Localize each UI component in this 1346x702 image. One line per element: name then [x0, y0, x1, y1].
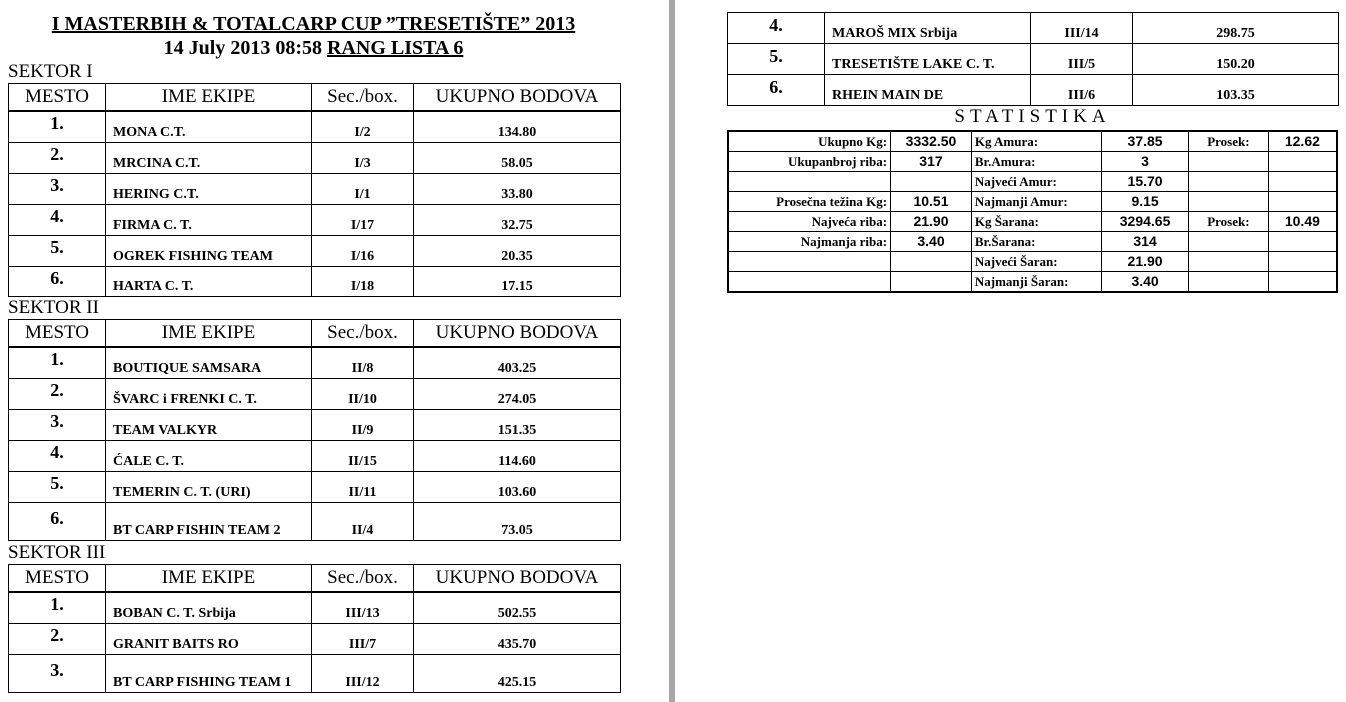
table-row: [9, 409, 621, 440]
table-row: [9, 378, 621, 409]
points-cell: 17.15: [414, 266, 621, 296]
team-name-cell: ŠVARC i FRENKI C. T.: [106, 378, 312, 409]
stat-label: Najveći Amur:: [971, 172, 1101, 192]
table-row: [728, 13, 1339, 44]
stat-row: [728, 172, 1337, 192]
box-cell: I/18: [312, 266, 414, 296]
points-cell: 73.05: [414, 502, 621, 540]
place-cell: 3.: [9, 409, 106, 440]
points-cell: 32.75: [414, 204, 621, 235]
table-row: [728, 75, 1339, 106]
box-cell: II/15: [312, 440, 414, 471]
stat-label: Najveća riba:: [728, 212, 891, 232]
team-name-cell: BOUTIQUE SAMSARA: [106, 347, 312, 378]
box-cell: III/14: [1031, 13, 1133, 44]
box-cell: I/16: [312, 235, 414, 266]
place-cell: 4.: [9, 440, 106, 471]
team-name-cell: TEMERIN C. T. (URI): [106, 471, 312, 502]
points-cell: 33.80: [414, 173, 621, 204]
points-cell: 425.15: [414, 654, 621, 692]
table-header-row: [9, 565, 621, 593]
box-cell: II/4: [312, 502, 414, 540]
column-header: Sec./box.: [312, 565, 414, 593]
stat-row: [728, 212, 1337, 232]
team-name-cell: BOBAN C. T. Srbija: [106, 592, 312, 623]
stat-value: 317: [891, 152, 972, 172]
stat-value: 9.15: [1102, 192, 1189, 212]
stat-label: Najmanji Amur:: [971, 192, 1101, 212]
stat-value: 21.90: [1102, 252, 1189, 272]
sektor-1-table: [8, 83, 621, 297]
column-header: Sec./box.: [312, 320, 414, 348]
stat-value: 3.40: [891, 232, 972, 252]
team-name-cell: BT CARP FISHING TEAM 1: [106, 654, 312, 692]
stat-value: 3: [1102, 152, 1189, 172]
column-header: IME EKIPE: [106, 84, 312, 112]
points-cell: 298.75: [1133, 13, 1339, 44]
place-cell: 2.: [9, 378, 106, 409]
stat-row: [728, 232, 1337, 252]
place-cell: 5.: [9, 235, 106, 266]
box-cell: II/11: [312, 471, 414, 502]
box-cell: III/12: [312, 654, 414, 692]
points-cell: 502.55: [414, 592, 621, 623]
sektor-1-label: SEKTOR I: [8, 61, 93, 82]
team-name-cell: OGREK FISHING TEAM: [106, 235, 312, 266]
team-name-cell: GRANIT BAITS RO: [106, 623, 312, 654]
column-header: UKUPNO BODOVA: [414, 565, 621, 593]
team-name-cell: HARTA C. T.: [106, 266, 312, 296]
stat-value: 3294.65: [1102, 212, 1189, 232]
stat-label: Najmanja riba:: [728, 232, 891, 252]
column-header: UKUPNO BODOVA: [414, 320, 621, 348]
table-row: [9, 623, 621, 654]
stat-row: [728, 192, 1337, 212]
box-cell: III/7: [312, 623, 414, 654]
points-cell: 58.05: [414, 142, 621, 173]
page-divider: [669, 0, 675, 702]
table-row: [9, 347, 621, 378]
column-header: Sec./box.: [312, 84, 414, 112]
stat-row: [728, 272, 1337, 293]
points-cell: 435.70: [414, 623, 621, 654]
table-header-row: [9, 320, 621, 348]
stat-value: 10.51: [891, 192, 972, 212]
table-row: [9, 502, 621, 540]
points-cell: 134.80: [414, 111, 621, 142]
team-name-cell: MAROŠ MIX Srbija: [825, 13, 1031, 44]
place-cell: 3.: [9, 173, 106, 204]
place-cell: 6.: [728, 75, 825, 106]
place-cell: 4.: [728, 13, 825, 44]
sektor-2-table: [8, 319, 621, 541]
place-cell: 1.: [9, 111, 106, 142]
sektor-2-label: SEKTOR II: [8, 297, 99, 318]
table-row: [728, 44, 1339, 75]
team-name-cell: RHEIN MAIN DE: [825, 75, 1031, 106]
team-name-cell: BT CARP FISHIN TEAM 2: [106, 502, 312, 540]
table-row: [9, 471, 621, 502]
table-row: [9, 173, 621, 204]
stat-label: Kg Šarana:: [971, 212, 1101, 232]
points-cell: 151.35: [414, 409, 621, 440]
place-cell: 6.: [9, 502, 106, 540]
stat-label: Prosečna težina Kg:: [728, 192, 891, 212]
column-header: IME EKIPE: [106, 565, 312, 593]
box-cell: I/1: [312, 173, 414, 204]
table-row: [9, 235, 621, 266]
points-cell: 103.35: [1133, 75, 1339, 106]
table-row: [9, 654, 621, 692]
document-title: I MASTERBIH & TOTALCARP CUP ”TRESETIŠTE” 2013: [51, 13, 576, 35]
table-row: [9, 111, 621, 142]
points-cell: 150.20: [1133, 44, 1339, 75]
box-cell: I/2: [312, 111, 414, 142]
place-cell: 6.: [9, 266, 106, 296]
stat-row: [728, 252, 1337, 272]
stat-value: 10.49: [1268, 212, 1337, 232]
statistika-title: STATISTIKA: [954, 106, 1111, 127]
team-name-cell: HERING C.T.: [106, 173, 312, 204]
stat-label: Prosek:: [1189, 212, 1269, 232]
place-cell: 1.: [9, 347, 106, 378]
stat-label: Ukupno Kg:: [728, 131, 891, 152]
box-cell: III/6: [1031, 75, 1133, 106]
points-cell: 274.05: [414, 378, 621, 409]
stat-label: Br.Amura:: [971, 152, 1101, 172]
team-name-cell: MRCINA C.T.: [106, 142, 312, 173]
table-row: [9, 440, 621, 471]
stat-row: [728, 131, 1337, 152]
box-cell: I/17: [312, 204, 414, 235]
box-cell: III/13: [312, 592, 414, 623]
stat-value: 12.62: [1268, 131, 1337, 152]
column-header: MESTO: [9, 320, 106, 348]
place-cell: 2.: [9, 142, 106, 173]
table-row: [9, 142, 621, 173]
place-cell: 3.: [9, 654, 106, 692]
place-cell: 5.: [728, 44, 825, 75]
place-cell: 1.: [9, 592, 106, 623]
table-header-row: [9, 84, 621, 112]
place-cell: 2.: [9, 623, 106, 654]
box-cell: II/8: [312, 347, 414, 378]
column-header: MESTO: [9, 565, 106, 593]
stat-label: Ukupanbroj riba:: [728, 152, 891, 172]
table-row: [9, 592, 621, 623]
stat-value: 37.85: [1102, 131, 1189, 152]
stat-label: Br.Šarana:: [971, 232, 1101, 252]
team-name-cell: ĆALE C. T.: [106, 440, 312, 471]
stat-label: Kg Amura:: [971, 131, 1101, 152]
stat-value: 314: [1102, 232, 1189, 252]
team-name-cell: TRESETIŠTE LAKE C. T.: [825, 44, 1031, 75]
table-row: [9, 266, 621, 296]
sektor-3-table: [8, 564, 621, 693]
stat-label: Prosek:: [1189, 131, 1269, 152]
statistika-table: [727, 130, 1338, 293]
points-cell: 114.60: [414, 440, 621, 471]
stat-label: Najmanji Šaran:: [971, 272, 1101, 293]
points-cell: 20.35: [414, 235, 621, 266]
stat-label: Najveći Šaran:: [971, 252, 1101, 272]
date-time: 14 July 2013 08:58: [163, 37, 322, 59]
table-row: [9, 204, 621, 235]
team-name-cell: TEAM VALKYR: [106, 409, 312, 440]
document-subtitle: [0, 37, 627, 59]
rang-lista: RANG LISTA 6: [327, 37, 464, 59]
stat-value: 21.90: [891, 212, 972, 232]
stat-row: [728, 152, 1337, 172]
box-cell: II/9: [312, 409, 414, 440]
team-name-cell: FIRMA C. T.: [106, 204, 312, 235]
box-cell: I/3: [312, 142, 414, 173]
team-name-cell: MONA C.T.: [106, 111, 312, 142]
column-header: MESTO: [9, 84, 106, 112]
points-cell: 103.60: [414, 471, 621, 502]
sektor-3-label: SEKTOR III: [8, 542, 106, 563]
stat-value: 3332.50: [891, 131, 972, 152]
place-cell: 4.: [9, 204, 106, 235]
sektor-3-table-continued: [727, 12, 1339, 106]
column-header: UKUPNO BODOVA: [414, 84, 621, 112]
box-cell: II/10: [312, 378, 414, 409]
place-cell: 5.: [9, 471, 106, 502]
stat-value: 15.70: [1102, 172, 1189, 192]
box-cell: III/5: [1031, 44, 1133, 75]
stat-value: 3.40: [1102, 272, 1189, 293]
column-header: IME EKIPE: [106, 320, 312, 348]
points-cell: 403.25: [414, 347, 621, 378]
